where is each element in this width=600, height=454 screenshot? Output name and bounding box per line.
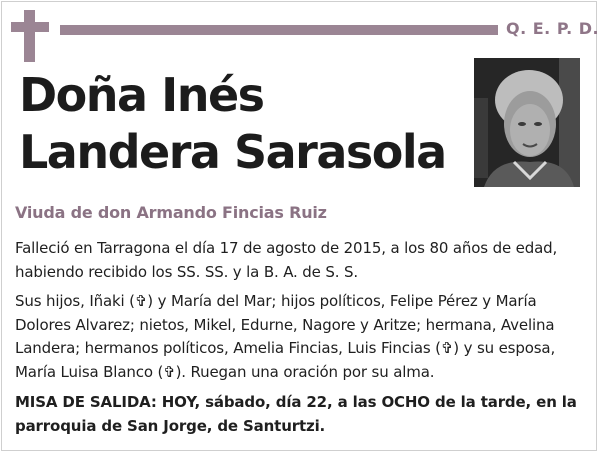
family-paragraph: Sus hijos, Iñaki (✞) y María del Mar; hijos políticos, Felipe Pérez y María Dolores Alvarez; nietos, Mikel, Edurne, Nagore y Aritze; hermana, Avelina Landera; hermanos políticos, Amelia Fincias, Luis Fincias (✞) y su esposa, María Luisa Blanco (✞). Ruegan una oración por su alma. xyxy=(15,292,556,381)
death-notice-paragraph: Falleció en Tarragona el día 17 de agosto de 2015, a los 80 años de edad, habiendo recibido los SS. SS. y la B. A. de S. S. xyxy=(15,239,558,281)
name-line-1: Doña Inés xyxy=(19,68,264,122)
cross-vertical-bar xyxy=(24,10,35,62)
funeral-mass-paragraph: MISA DE SALIDA: HOY, sábado, día 22, a las OCHO de la tarde, en la parroquia de San Jorge, de Santurtzi. xyxy=(15,393,577,435)
qepd-label: Q. E. P. D. xyxy=(506,19,600,38)
cross-horizontal-bar xyxy=(11,22,49,32)
portrait-photo xyxy=(474,58,580,187)
header-divider-bar xyxy=(60,25,498,35)
name-line-2: Landera Sarasola xyxy=(19,125,446,179)
deceased-name xyxy=(19,67,446,181)
widow-of-line: Viuda de don Armando Fincias Ruiz xyxy=(15,203,327,222)
portrait-illustration xyxy=(474,58,580,187)
